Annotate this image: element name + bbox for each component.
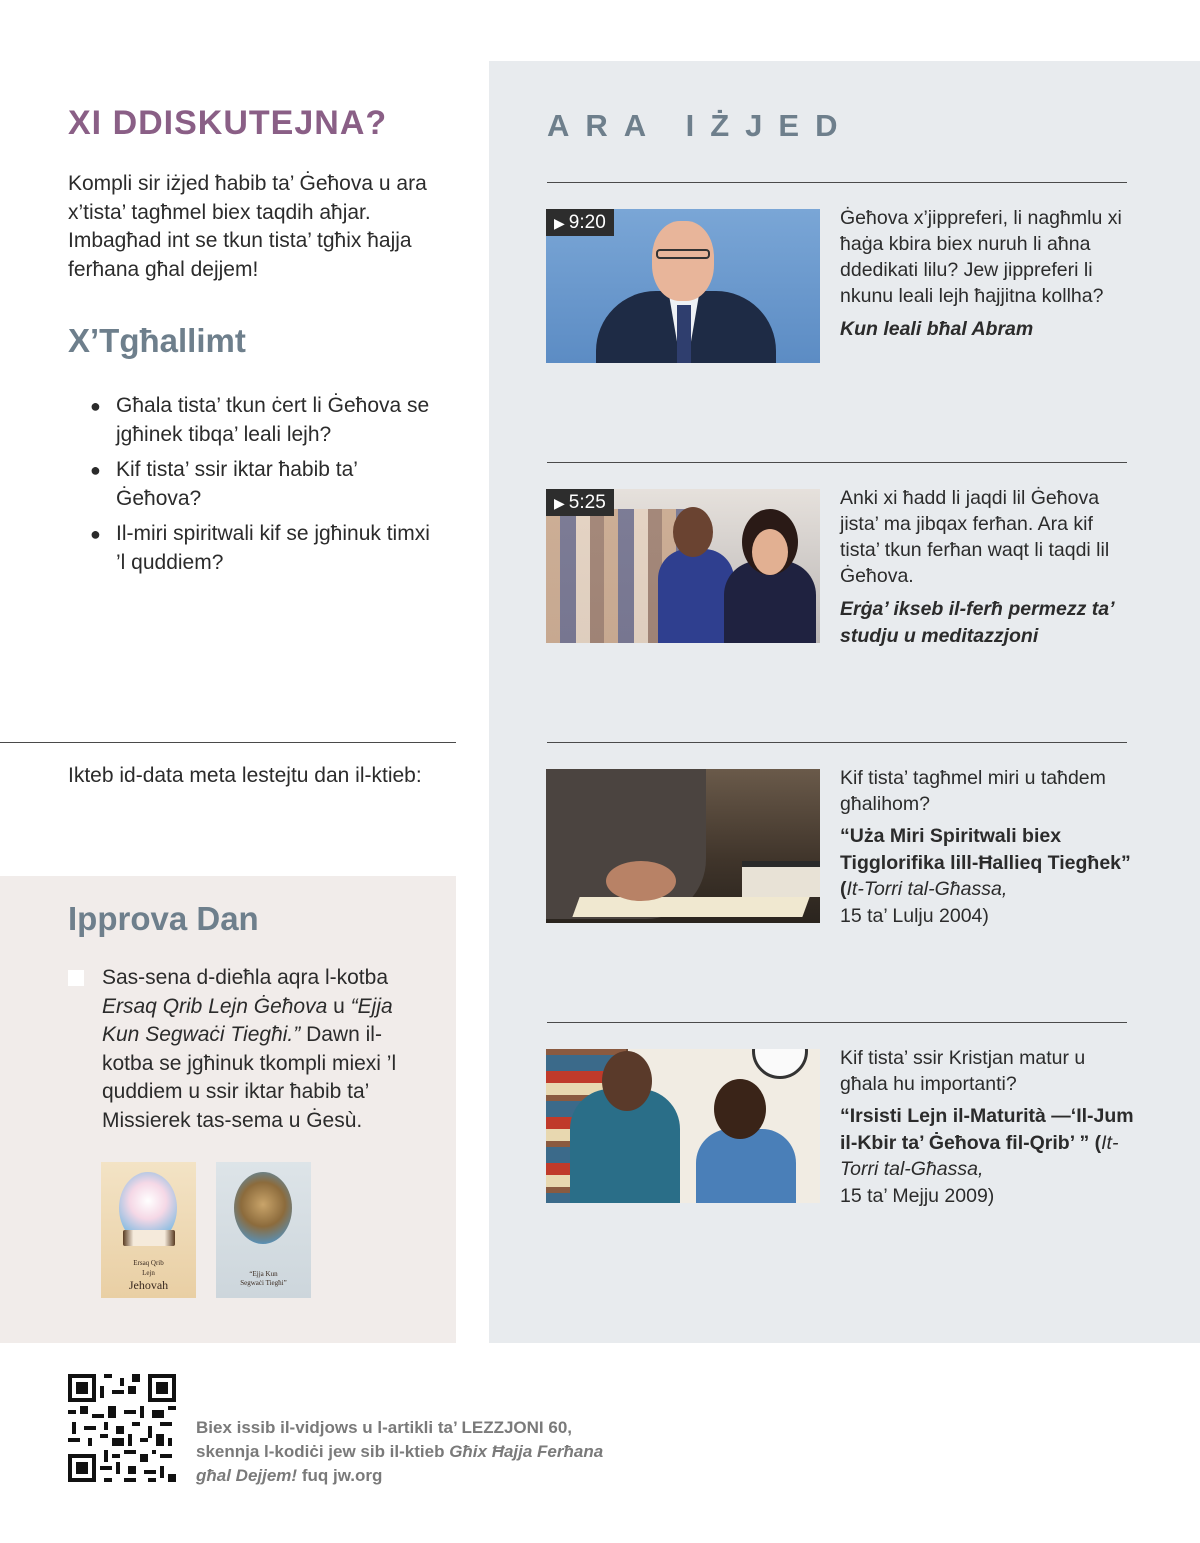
article-date: 15 ta’ Mejju 2009) (840, 1184, 995, 1207)
cover-line: Segwaċi Tiegħi” (240, 1279, 287, 1287)
checkbox[interactable] (68, 970, 84, 986)
video-title: Erġa’ ikseb il-ferħ permezz ta’ studju u meditazzjoni (840, 598, 1114, 647)
divider (547, 742, 1127, 743)
list-item-text: Kif tista’ ssir iktar ħabib ta’ Ġeħova? (116, 458, 358, 510)
write-date-prompt: Ikteb id-data meta lestejtu dan il-ktieb: (68, 764, 422, 787)
cover-line: Lejn (142, 1269, 155, 1277)
see-more-heading: ARA IŻJED (547, 108, 854, 143)
article-thumbnail[interactable] (546, 769, 820, 923)
divider (547, 1022, 1127, 1023)
article-source: It-Torri tal-Għassa, (846, 878, 1008, 900)
duration-text: 5:25 (568, 492, 606, 513)
play-icon: ▶ (554, 495, 565, 511)
article-title: “Irsisti Lejn il-Maturità —‘Il-Jum il-Kbir ta’ Ġeħova fil-Qrib’ ” (840, 1105, 1134, 1154)
list-item-text: Għala tista’ tkun ċert li Ġeħova se jgħinek tibqa’ leali lejh? (116, 394, 430, 446)
learned-list (90, 392, 440, 584)
video-duration-badge (546, 209, 614, 236)
video-duration-badge (546, 489, 614, 516)
book-title-a: Ersaq Qrib Lejn Ġeħova (102, 994, 328, 1018)
divider (547, 462, 1127, 463)
item-description: Kif tista’ ssir Kristjan matur u għala hu importanti? (840, 1047, 1086, 1095)
list-item-text: Il-miri spiritwali kif se jgħinuk timxi ’l quddiem? (116, 522, 430, 574)
article-title: “Uża Miri Spiritwali biex Tigglorifika lill-Ħallieq Tiegħek” (840, 825, 1131, 874)
duration-text: 9:20 (568, 212, 606, 233)
article-link[interactable]: “Uża Miri Spiritwali biex Tigglorifika lill-Ħallieq Tiegħek” (It-Torri tal-Għassa, 15 ta’ Lulju 2004) (840, 825, 1131, 927)
summary-text: Kompli sir iżjed ħabib ta’ Ġeħova u ara x’tista’ tagħmel biex taqdih aħjar. Imbagħad int se tkun tista’ tgħix ħajja ferħana għal dejjem! (68, 172, 427, 281)
book-title-b: “Ejja Kun Segwaċi Tiegħi.” (102, 994, 393, 1046)
discuss-heading: XI DDISKUTEJNA? (68, 104, 388, 142)
cover-line: Jehovah (128, 1278, 169, 1292)
article-link[interactable]: “Irsisti Lejn il-Maturità —‘Il-Jum il-Kbir ta’ Ġeħova fil-Qrib’ ” (It-Torri tal-Għassa, 15 ta’ Mejju 2009) (840, 1105, 1134, 1207)
try-text-part: Sas-sena d-dieħla aqra l-kotba (102, 966, 389, 989)
footer-book-title: Għix Ħajja Ferħana għal Dejjem! (196, 1442, 604, 1485)
item-description: Anki xi ħadd li jaqdi lil Ġeħova jista’ ma jibqax ferħan. Ara kif tista’ tkun ferħan waqt li taqdi lil Ġeħova. (840, 487, 1110, 587)
qr-code-icon[interactable] (68, 1374, 176, 1482)
try-it-text (102, 964, 422, 1135)
divider (0, 742, 456, 743)
video-thumbnail[interactable] (546, 209, 820, 363)
video-link[interactable] (840, 316, 1135, 343)
article-thumbnail[interactable] (546, 1049, 820, 1203)
try-it-heading: Ipprova Dan (68, 900, 259, 937)
book-cover-draw-close[interactable] (101, 1162, 196, 1298)
video-thumbnail[interactable] (546, 489, 820, 643)
try-text-part: u (327, 994, 351, 1018)
book-cover-title (216, 1270, 311, 1288)
try-text-part: Dawn il-kotba se jgħinuk tkompli miexi ’l quddiem u ssir iktar ħabib ta’ Missierek tas-sema u Ġesù. (102, 1023, 397, 1132)
book-cover-title (101, 1258, 196, 1290)
cover-line: “Ejja Kun (249, 1270, 278, 1278)
list-item (90, 520, 440, 577)
list-item (90, 392, 440, 449)
divider (547, 182, 1127, 183)
cover-line: Ersaq Qrib (133, 1259, 164, 1267)
video-title: Kun leali bħal Abram (840, 318, 1034, 340)
book-cover-follow-me[interactable] (216, 1162, 311, 1298)
footer-text-part: Biex issib il-vidjows u l-artikli ta’ LEZZJONI 60, skennja l-kodiċi jew sib il-ktieb (196, 1418, 572, 1461)
item-description: Kif tista’ tagħmel miri u taħdem għalihom? (840, 767, 1106, 815)
bullet-icon: ● (90, 460, 101, 480)
bullet-icon: ● (90, 396, 101, 416)
item-description: Ġeħova x’jippreferi, li nagħmlu xi ħaġa kbira biex nuruh li aħna ddedikati lilu? Jew jippreferi li nkunu leali lejh ħajjitna kollha? (840, 207, 1122, 307)
article-source: It-Torri tal-Għassa, (840, 1131, 1119, 1180)
footer-text (196, 1416, 636, 1488)
article-date: 15 ta’ Lulju 2004) (840, 904, 989, 927)
open-book-icon (123, 1230, 175, 1246)
jesus-illustration (234, 1172, 292, 1244)
video-link[interactable] (840, 596, 1135, 649)
list-item (90, 456, 440, 513)
footer-text-part: fuq jw.org (297, 1466, 383, 1485)
learned-heading: X’Tgħallimt (68, 322, 246, 359)
bullet-icon: ● (90, 524, 101, 544)
play-icon: ▶ (554, 215, 565, 231)
